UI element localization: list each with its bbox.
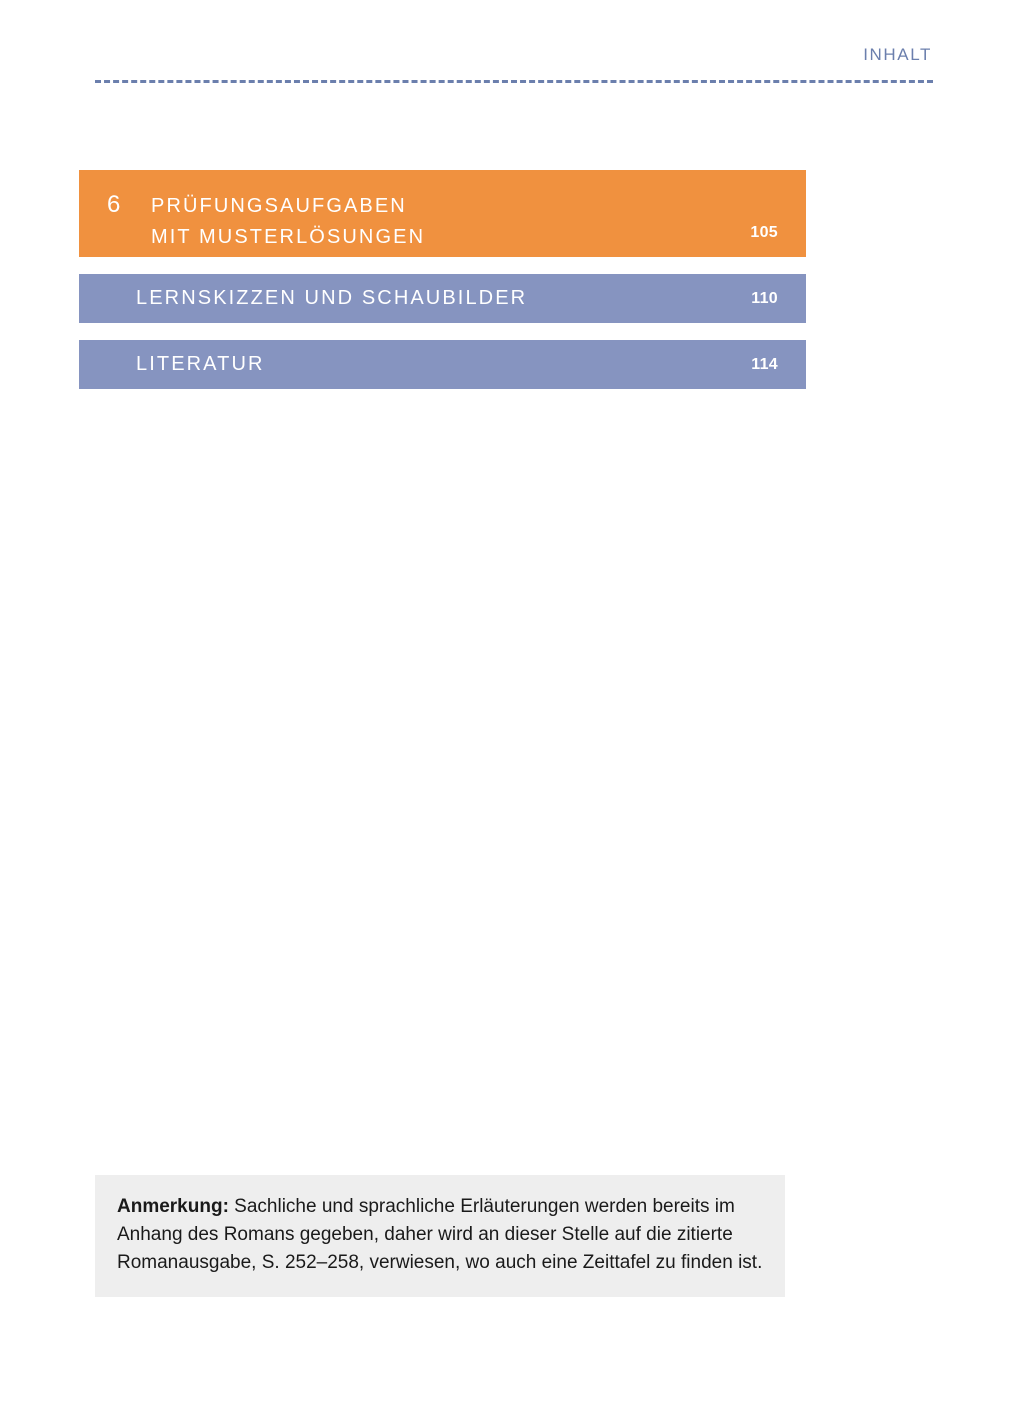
toc-page-number: 114 [751, 355, 778, 373]
toc-chapter-title [151, 170, 744, 253]
toc-entry-literatur[interactable] [79, 340, 806, 389]
annotation-box [95, 1175, 785, 1297]
toc-entry-title: LERNSKIZZEN UND SCHAUBILDER [136, 287, 528, 309]
table-of-contents [79, 170, 806, 389]
toc-chapter-title-line2: MIT MUSTERLÖSUNGEN [151, 226, 426, 248]
toc-entry-title: LITERATUR [136, 353, 265, 375]
toc-page-number: 110 [751, 289, 778, 307]
toc-page-number: 105 [750, 224, 778, 241]
running-header-inhalt: INHALT [863, 45, 932, 64]
annotation-label: Anmerkung: [117, 1196, 229, 1217]
header-dashed-divider [95, 80, 933, 83]
annotation-body: Sachliche und sprachliche Erläuterungen werden bereits im Anhang des Romans gegeben, daher wird an dieser Stelle auf die zitierte Romanausgabe, S. 252–258, verwiesen, wo auch eine Zeittafel zu finden ist. [117, 1196, 763, 1273]
toc-chapter-title-line1: PRÜFUNGSAUFGABEN [151, 195, 407, 217]
annotation-text [117, 1193, 763, 1277]
toc-entry-lernskizzen[interactable] [79, 274, 806, 323]
toc-chapter-number: 6 [107, 191, 121, 218]
toc-entry-chapter-6[interactable] [79, 170, 806, 257]
